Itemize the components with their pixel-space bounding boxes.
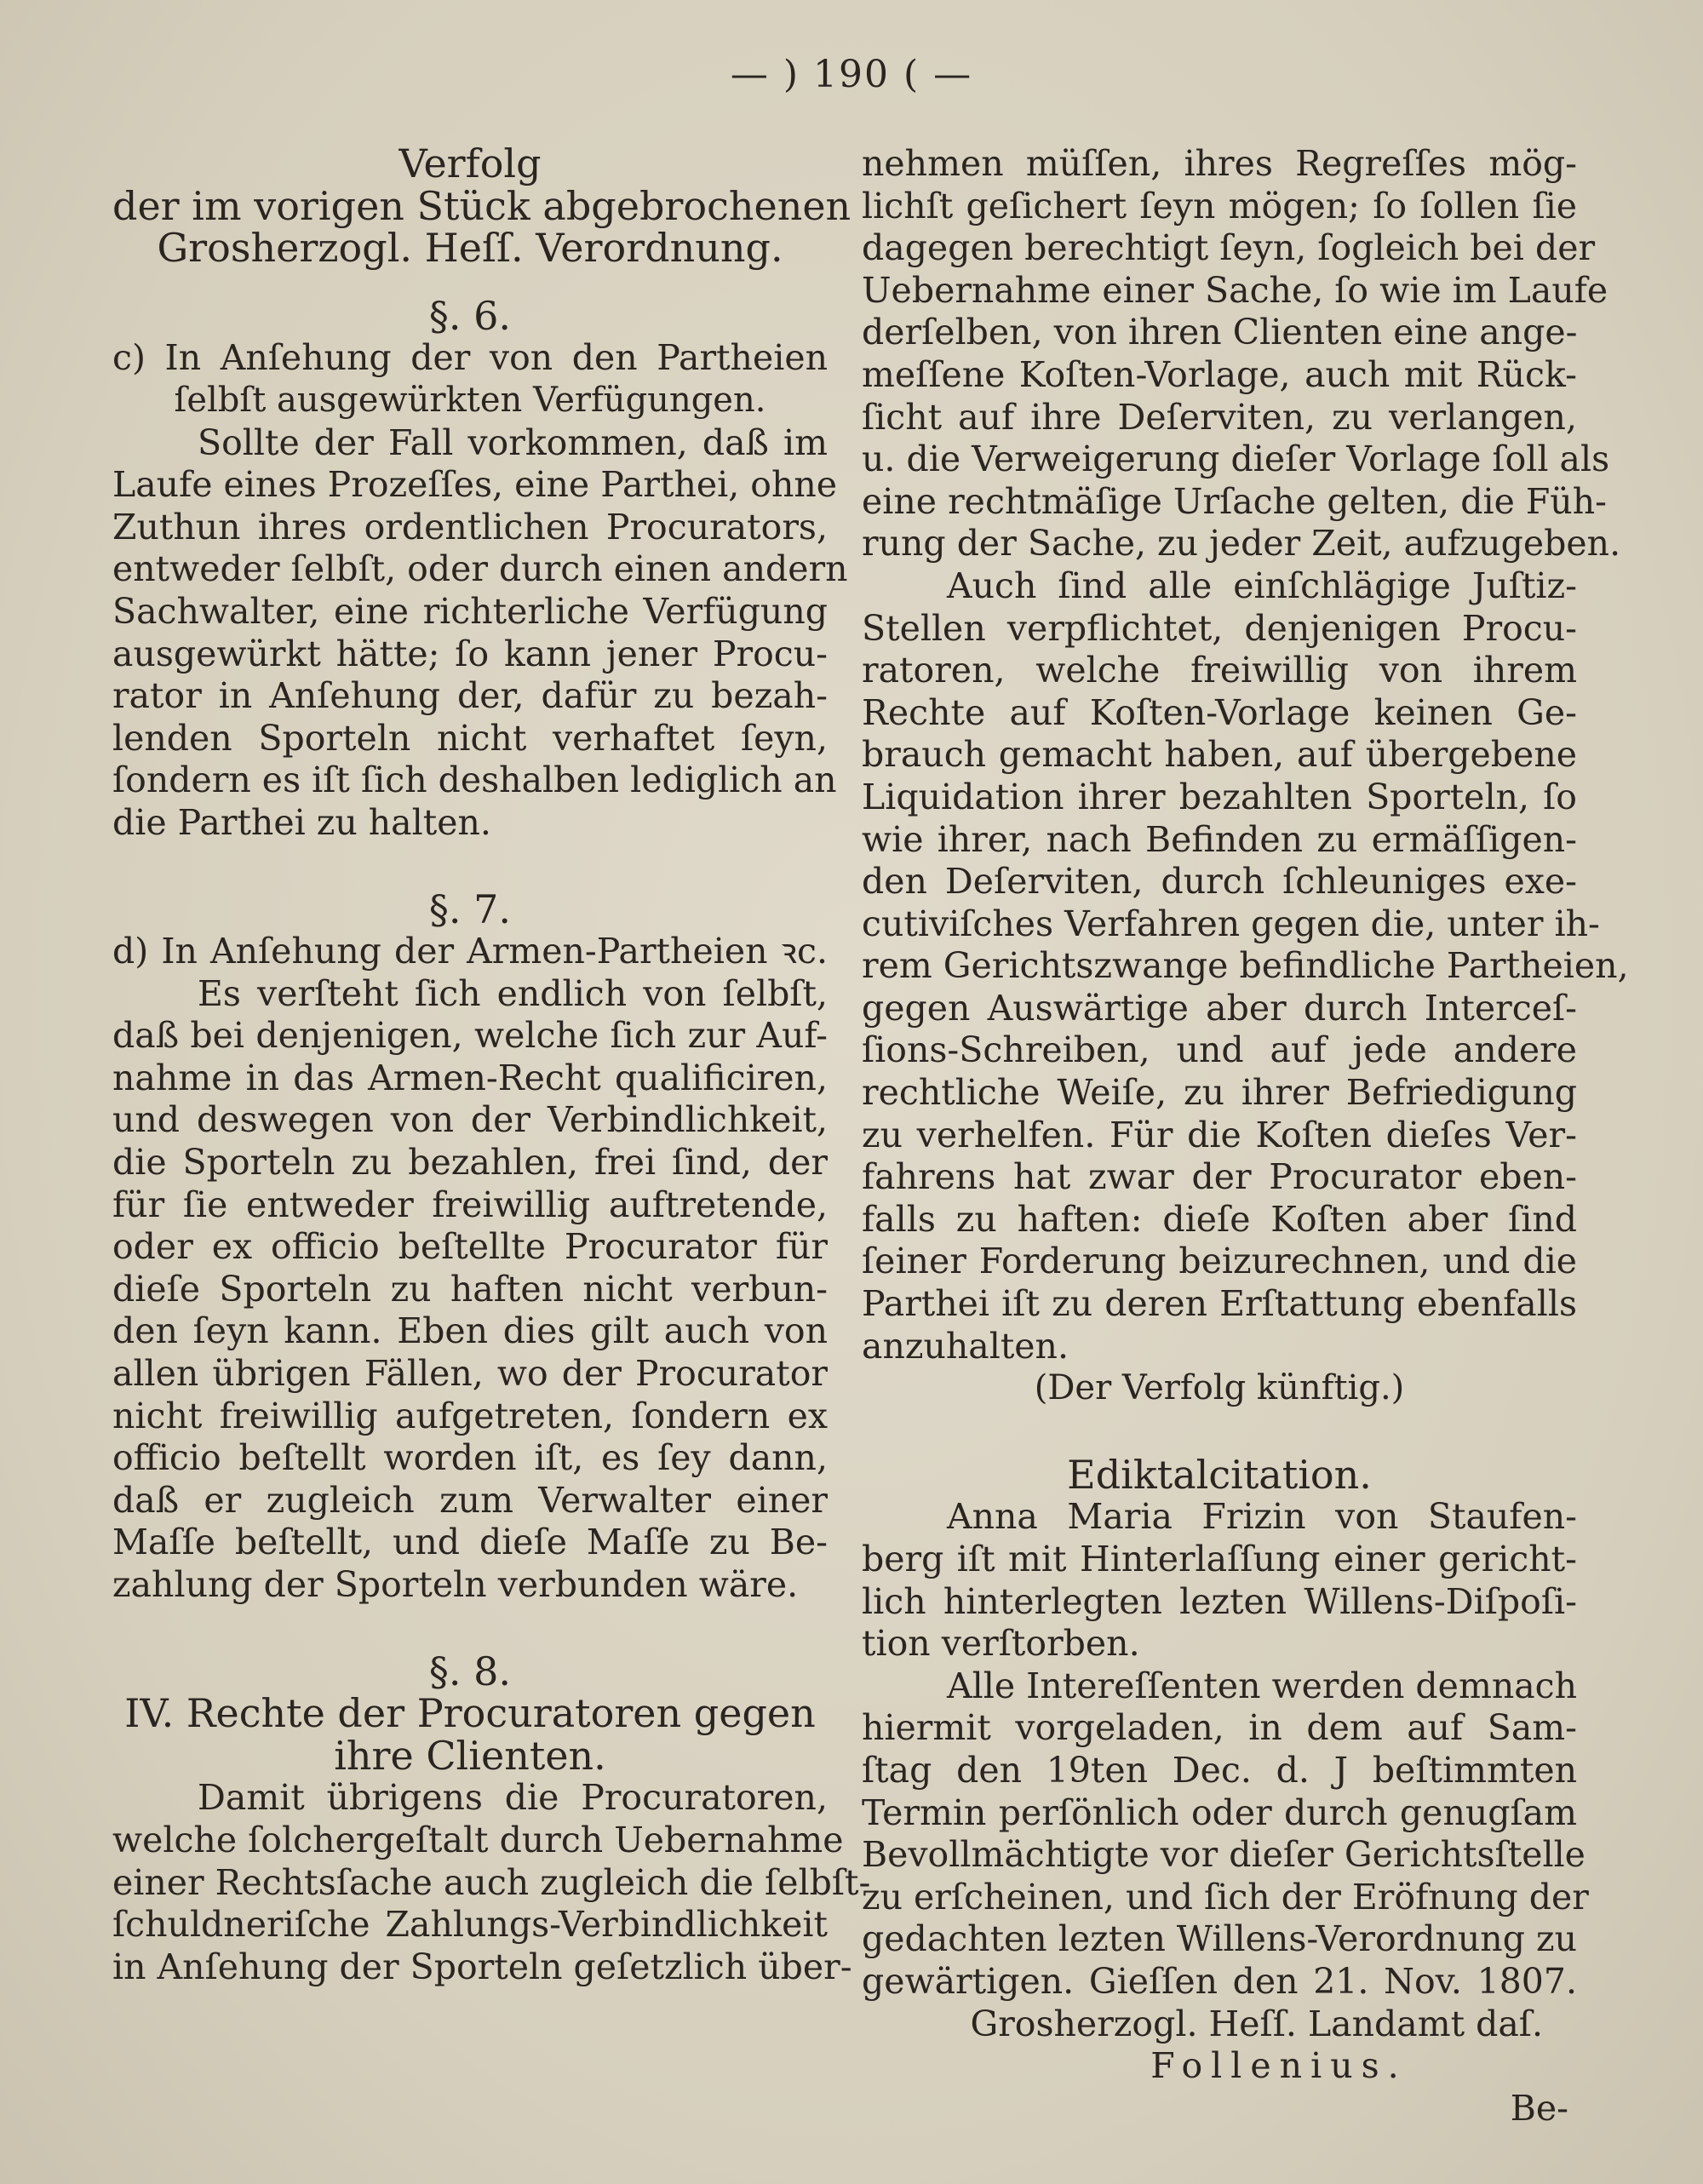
text-line: fahrens hat zwar der Procurator eben-	[862, 1156, 1577, 1198]
text-line: Anna Maria Frizin von Staufen-	[947, 1496, 1577, 1538]
text-line: in Anſehung der Sporteln geſetzlich über-	[112, 1946, 852, 1987]
text-line: officio beſtellt worden iſt, es ſey dann,	[112, 1437, 828, 1479]
text-line: rung der Sache, zu jeder Zeit, aufzugeben.	[862, 523, 1621, 565]
text-line: gewärtigen. Gieſſen den 21. Nov. 1807.	[862, 1960, 1577, 2002]
text-line: nehmen müſſen, ihres Regreſſes mög-	[862, 143, 1577, 184]
text-line: Sachwalter, eine richterliche Verfügung	[112, 590, 828, 632]
text-line: entweder ſelbſt, oder durch einen andern	[112, 548, 848, 590]
page-number-header: — ) 190 ( —	[730, 53, 973, 96]
text-line: nahme in das Armen-Recht qualificiren,	[112, 1057, 828, 1098]
text-line: und deswegen von der Verbindlichkeit,	[112, 1099, 828, 1141]
text-line: Es verſteht ſich endlich von ſelbſt,	[198, 972, 828, 1014]
text-line: zahlung der Sporteln verbunden wäre.	[112, 1564, 799, 1605]
text-line: Sollte der Fall vorkommen, daß im	[198, 421, 828, 463]
text-line: Parthei iſt zu deren Erſtattung ebenfalls	[862, 1283, 1577, 1325]
text-line: rem Gerichtszwange befindliche Partheien,	[862, 945, 1629, 987]
text-line: welche ſolchergeſtalt durch Uebernahme	[112, 1819, 844, 1860]
text-line: Liquidation ihrer bezahlten Sporteln, ſo	[862, 776, 1577, 817]
text-line: Zuthun ihres ordentlichen Procurators,	[112, 506, 828, 547]
text-line: ſicht auf ihre Deſerviten, zu verlangen,	[862, 396, 1577, 438]
text-line: nicht freiwillig aufgetreten, ſondern ex	[112, 1395, 828, 1436]
text-line: oder ex officio beſtellte Procurator für	[112, 1226, 828, 1268]
catchword: Be-	[1510, 2087, 1568, 2129]
text-line: anzuhalten.	[862, 1325, 1069, 1367]
section-8-heading-cont: ihre Clienten.	[334, 1732, 606, 1779]
text-line: wie ihrer, nach Befinden zu ermäſſigen-	[862, 818, 1577, 860]
edict-title: Ediktalcitation.	[1067, 1451, 1372, 1498]
text-line: allen übrigen Fällen, wo der Procurator	[112, 1353, 828, 1395]
text-line: ſchuldneriſche Zahlungs-Verbindlichkeit	[112, 1904, 828, 1946]
text-line: meſſene Koſten-Vorlage, auch mit Rück-	[862, 353, 1577, 395]
right-column	[862, 143, 1629, 2130]
section-7-mark: §. 7.	[428, 886, 512, 932]
section-8-mark: §. 8.	[428, 1648, 512, 1694]
text-line: gegen Auswärtige aber durch Interceſ-	[862, 987, 1577, 1029]
text-line: brauch gemacht haben, auf übergebene	[862, 734, 1577, 776]
title-line-2: der im vorigen Stück abgebrochenen	[112, 182, 852, 229]
text-line: zu verhelfen. Für die Koſten dieſes Ver-	[862, 1114, 1577, 1155]
title-line-3: Grosherzogl. Heſſ. Verordnung.	[157, 225, 783, 272]
text-line: cutiviſches Verfahren gegen die, unter ih-	[862, 903, 1600, 944]
text-line: lichſt geſichert ſeyn mögen; ſo ſollen ſie	[862, 185, 1577, 226]
title-verfolg: Verfolg	[399, 140, 542, 186]
signature-name: Follenius.	[1150, 2045, 1408, 2087]
text-line: Stellen verpflichtet, denjenigen Procu-	[862, 607, 1577, 649]
text-line: Damit übrigens die Procuratoren,	[198, 1777, 828, 1819]
section-6-mark: §. 6.	[428, 292, 512, 339]
text-line: falls zu haften: dieſe Koſten aber ſind	[862, 1198, 1577, 1240]
text-line: Uebernahme einer Sache, ſo wie im Laufe	[862, 269, 1608, 311]
text-line: gedachten lezten Willens-Verordnung zu	[862, 1918, 1577, 1960]
text-line: Laufe eines Prozeſſes, eine Parthei, ohne	[112, 464, 838, 506]
text-line: für ſie entweder freiwillig auftretende,	[112, 1184, 828, 1225]
section-6-heading-cont: ſelbſt ausgewürkten Verfügungen.	[174, 380, 766, 420]
text-line: die Sporteln zu bezahlen, frei ſind, der	[112, 1142, 828, 1184]
text-line: derſelben, von ihren Clienten eine ange-	[862, 312, 1578, 353]
left-column	[112, 140, 871, 1988]
text-line: Bevollmächtigte vor dieſer Gerichtsſtelle	[862, 1834, 1585, 1876]
text-line: lich hinterlegten lezten Willens-Diſpoſi-	[862, 1580, 1577, 1622]
text-line: zu erſcheinen, und ſich der Eröfnung der	[862, 1876, 1589, 1917]
text-line: tion verſtorben.	[862, 1623, 1140, 1665]
text-line: rator in Anſehung der, dafür zu bezah-	[112, 675, 828, 717]
text-line: u. die Verweigerung dieſer Vorlage ſoll als	[862, 439, 1610, 480]
text-line: Maſſe beſtellt, und dieſe Maſſe zu Be-	[112, 1522, 828, 1563]
text-line: ratoren, welche freiwillig von ihrem	[862, 650, 1577, 691]
text-line: einer Rechtsſache auch zugleich die ſelbſt-	[112, 1861, 871, 1903]
text-line: daß er zugleich zum Verwalter einer	[112, 1479, 828, 1521]
text-line: ausgewürkt hätte; ſo kann jener Procu-	[112, 633, 828, 674]
text-line: Termin perſönlich oder durch genugſam	[862, 1791, 1577, 1833]
text-line: ſeiner Forderung beizurechnen, und die	[862, 1241, 1577, 1282]
text-line: den ſeyn kann. Eben dies gilt auch von	[112, 1310, 828, 1352]
text-line: den Deſerviten, durch ſchleuniges exe-	[862, 861, 1577, 903]
continued-note: (Der Verfolg künftig.)	[1034, 1368, 1405, 1408]
text-line: dieſe Sporteln zu haften nicht verbun-	[112, 1268, 828, 1310]
text-line: ſtag den 19ten Dec. d. J beſtimmten	[862, 1749, 1577, 1791]
section-6-heading: c) In Anſehung der von den Partheien	[112, 337, 828, 379]
text-line: hiermit vorgeladen, in dem auf Sam-	[862, 1707, 1577, 1749]
text-line: die Parthei zu halten.	[112, 801, 491, 843]
text-line: dagegen berechtigt ſeyn, ſogleich bei der	[862, 227, 1596, 269]
text-line: lenden Sporteln nicht verhaftet ſeyn,	[112, 717, 828, 759]
section-8-heading: IV. Rechte der Procuratoren gegen	[124, 1690, 816, 1737]
text-line: Rechte auf Koſten-Vorlage keinen Ge-	[862, 691, 1577, 733]
text-line: daß bei denjenigen, welche ſich zur Auf-	[112, 1015, 828, 1057]
section-7-heading: d) In Anſehung der Armen-Partheien ꝛc.	[112, 931, 828, 972]
text-line: berg iſt mit Hinterlaſſung einer gericht-	[862, 1539, 1577, 1579]
text-line: Auch ſind alle einſchlägige Juſtiz-	[947, 565, 1577, 606]
text-line: ſions-Schreiben, und auf jede andere	[862, 1029, 1577, 1071]
signature-office: Grosherzogl. Heſſ. Landamt daſ.	[970, 2003, 1543, 2044]
text-line: ſondern es iſt ſich deshalben lediglich an	[112, 760, 837, 801]
text-line: eine rechtmäſige Urſache gelten, die Füh-	[862, 480, 1607, 522]
text-line: rechtliche Weiſe, zu ihrer Befriedigung	[862, 1072, 1577, 1114]
text-line: Alle Intereſſenten werden demnach	[947, 1665, 1578, 1706]
